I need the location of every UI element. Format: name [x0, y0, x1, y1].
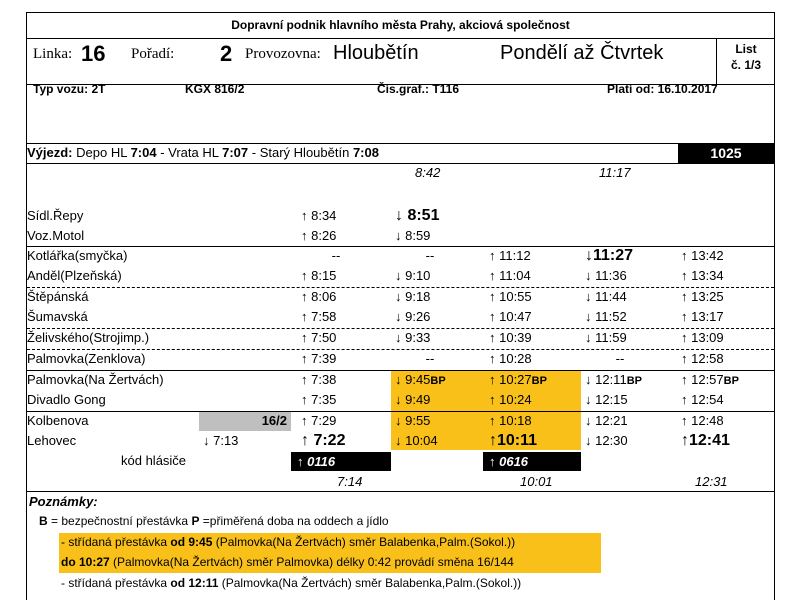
divider — [27, 38, 774, 39]
stop-name: Voz.Motol — [27, 228, 85, 243]
bp-marker: BP — [430, 375, 446, 387]
time-cell: ↑ 7:29 — [301, 413, 337, 428]
time-cell: ↑ 10:39 — [489, 330, 532, 345]
time-cell: ↑ 13:42 — [681, 248, 724, 263]
stop-name: Kotlářka(smyčka) — [27, 248, 128, 263]
poradi-label: Pořadí: — [131, 46, 175, 62]
time-cell: ↑ 8:15 — [301, 268, 337, 283]
stop-name: Palmovka(Zenklova) — [27, 351, 146, 366]
stop-name: Želivského(Strojimp.) — [27, 330, 150, 345]
time-cell: ↓ 12:21 — [585, 413, 628, 428]
stop-name: Palmovka(Na Žertvách) — [27, 372, 164, 387]
stop-name: Lehovec — [27, 433, 77, 448]
time-cell: ↑ 8:34 — [301, 208, 337, 223]
provozovna-value: Hloubětín — [333, 42, 419, 64]
top-time: 11:17 — [599, 165, 631, 180]
time-cell: ↑ 12:57BP — [681, 372, 739, 387]
divider — [27, 491, 774, 492]
time-cell: ↑ 12:48 — [681, 413, 724, 428]
time-cell: ↓ 9:49 — [395, 392, 431, 407]
notes-title: Poznámky: — [29, 494, 98, 509]
bp-marker: BP — [723, 375, 739, 387]
hlasic-code: ↑ 0116 — [291, 452, 391, 471]
notes-legend: B = bezpečnostní přestávka P =přiměřená doba na oddech a jídlo — [39, 514, 389, 528]
note-line: - střídaná přestávka od 9:45 (Palmovka(Na Žertvách) směr Balabenka,Palm.(Sokol.)) — [61, 535, 516, 549]
time-cell: ↓ 10:04 — [395, 433, 438, 448]
time-cell: ↓ 9:10 — [395, 268, 431, 283]
bp-marker: BP — [531, 375, 547, 387]
days-label: Pondělí až Čtvrtek — [500, 42, 664, 64]
kgx-code: KGX 816/2 — [185, 82, 245, 96]
linka-label: Linka: — [33, 46, 73, 62]
time-cell: ↑ 10:55 — [489, 289, 532, 304]
time-cell: ↑ 10:24 — [489, 392, 532, 407]
time-cell: ↑ 12:58 — [681, 351, 724, 366]
stop-name: Divadlo Gong — [27, 392, 106, 407]
bottom-time: 7:14 — [337, 474, 363, 489]
time-cell: ↑ 7:38 — [301, 372, 337, 387]
stop-name: Sídl.Řepy — [27, 208, 84, 223]
kod-hlasice-label: kód hlásiče — [121, 453, 187, 468]
time-cell: -- — [615, 351, 625, 366]
time-cell: ↓ 8:51 — [395, 207, 440, 224]
valid-from: Platí od: 16.10.2017 — [607, 82, 718, 96]
stop-name: Štěpánská — [27, 289, 89, 304]
bottom-time: 10:01 — [520, 474, 553, 489]
graph-number: Čís.graf.: T116 — [377, 82, 460, 96]
list-box — [716, 38, 774, 84]
time-cell: ↓ 9:45BP — [395, 372, 446, 387]
departure-code: 1025 — [678, 144, 774, 163]
time-cell: ↓11:27 — [585, 247, 634, 264]
time-cell: ↓ 12:30 — [585, 433, 628, 448]
time-cell: ↑ 10:18 — [489, 413, 532, 428]
time-cell: -- — [425, 351, 435, 366]
time-cell: -- — [331, 248, 341, 263]
bottom-time: 12:31 — [695, 474, 728, 489]
time-cell: ↓ 11:59 — [585, 330, 627, 345]
time-cell: ↑ 12:54 — [681, 392, 724, 407]
time-cell: ↓ 12:11BP — [585, 372, 642, 387]
time-cell: -- — [425, 248, 435, 263]
vehicle-type: Typ vozu: 2T — [33, 82, 106, 96]
time-cell: ↑ 13:34 — [681, 268, 724, 283]
time-cell: ↑ 13:17 — [681, 309, 724, 324]
time-cell: ↑10:11 — [489, 432, 538, 449]
departure-line: Výjezd: Depo HL 7:04 - Vrata HL 7:07 - Starý Hloubětín 7:08 — [27, 145, 379, 160]
time-cell: ↓ 9:33 — [395, 330, 431, 345]
time-cell: ↓ 11:52 — [585, 309, 627, 324]
time-cell: ↓ 11:36 — [585, 268, 627, 283]
time-cell: ↓ 8:59 — [395, 228, 431, 243]
time-cell: ↑ 10:47 — [489, 309, 532, 324]
time-cell: ↑12:41 — [681, 432, 730, 449]
provozovna-label: Provozovna: — [245, 46, 321, 62]
kolbenova-code: 16/2 — [261, 413, 287, 428]
hlasic-code: ↑ 0616 — [483, 452, 581, 471]
note-line: do 10:27 (Palmovka(Na Žertvách) směr Palmovka) délky 0:42 provádí směna 16/144 — [61, 555, 514, 569]
time-cell: ↑ 7:58 — [301, 309, 337, 324]
bp-marker: BP — [626, 375, 642, 387]
time-cell: ↑ 7:50 — [301, 330, 337, 345]
time-cell: ↑ 7:39 — [301, 351, 337, 366]
time-cell: ↑ 13:25 — [681, 289, 724, 304]
list-label: List — [735, 42, 757, 56]
time-cell: ↑ 11:04 — [489, 268, 531, 283]
time-cell: ↓ 9:18 — [395, 289, 431, 304]
time-cell: ↓ 9:26 — [395, 309, 431, 324]
time-cell: ↓ 9:55 — [395, 413, 431, 428]
time-cell: ↑ 11:12 — [489, 248, 531, 263]
time-cell: ↑ 10:27BP — [489, 372, 547, 387]
stop-name: Šumavská — [27, 309, 88, 324]
divider — [27, 163, 774, 164]
time-cell: ↓ 11:44 — [585, 289, 627, 304]
time-cell: ↓ 12:15 — [585, 392, 628, 407]
note-line: - střídaná přestávka od 12:11 (Palmovka(Na Žertvách) směr Balabenka,Palm.(Sokol.)) — [61, 576, 522, 590]
company-name: Dopravní podnik hlavního města Prahy, akciová společnost — [231, 18, 570, 32]
list-value: č. 1/3 — [730, 58, 762, 72]
stop-name: Anděl(Plzeňská) — [27, 268, 122, 283]
time-cell: ↑ 7:22 — [301, 432, 346, 449]
top-time: 8:42 — [415, 165, 441, 180]
linka-value: 16 — [81, 41, 106, 66]
stop-name: Kolbenova — [27, 413, 89, 428]
time-cell: ↑ 8:06 — [301, 289, 337, 304]
timetable-sheet — [26, 12, 775, 600]
time-cell: ↑ 7:35 — [301, 392, 337, 407]
time-cell: ↑ 8:26 — [301, 228, 337, 243]
poradi-value: 2 — [220, 41, 233, 66]
time-cell: ↑ 10:28 — [489, 351, 532, 366]
time-cell: ↓ 7:13 — [203, 433, 239, 448]
time-cell: ↑ 13:09 — [681, 330, 724, 345]
